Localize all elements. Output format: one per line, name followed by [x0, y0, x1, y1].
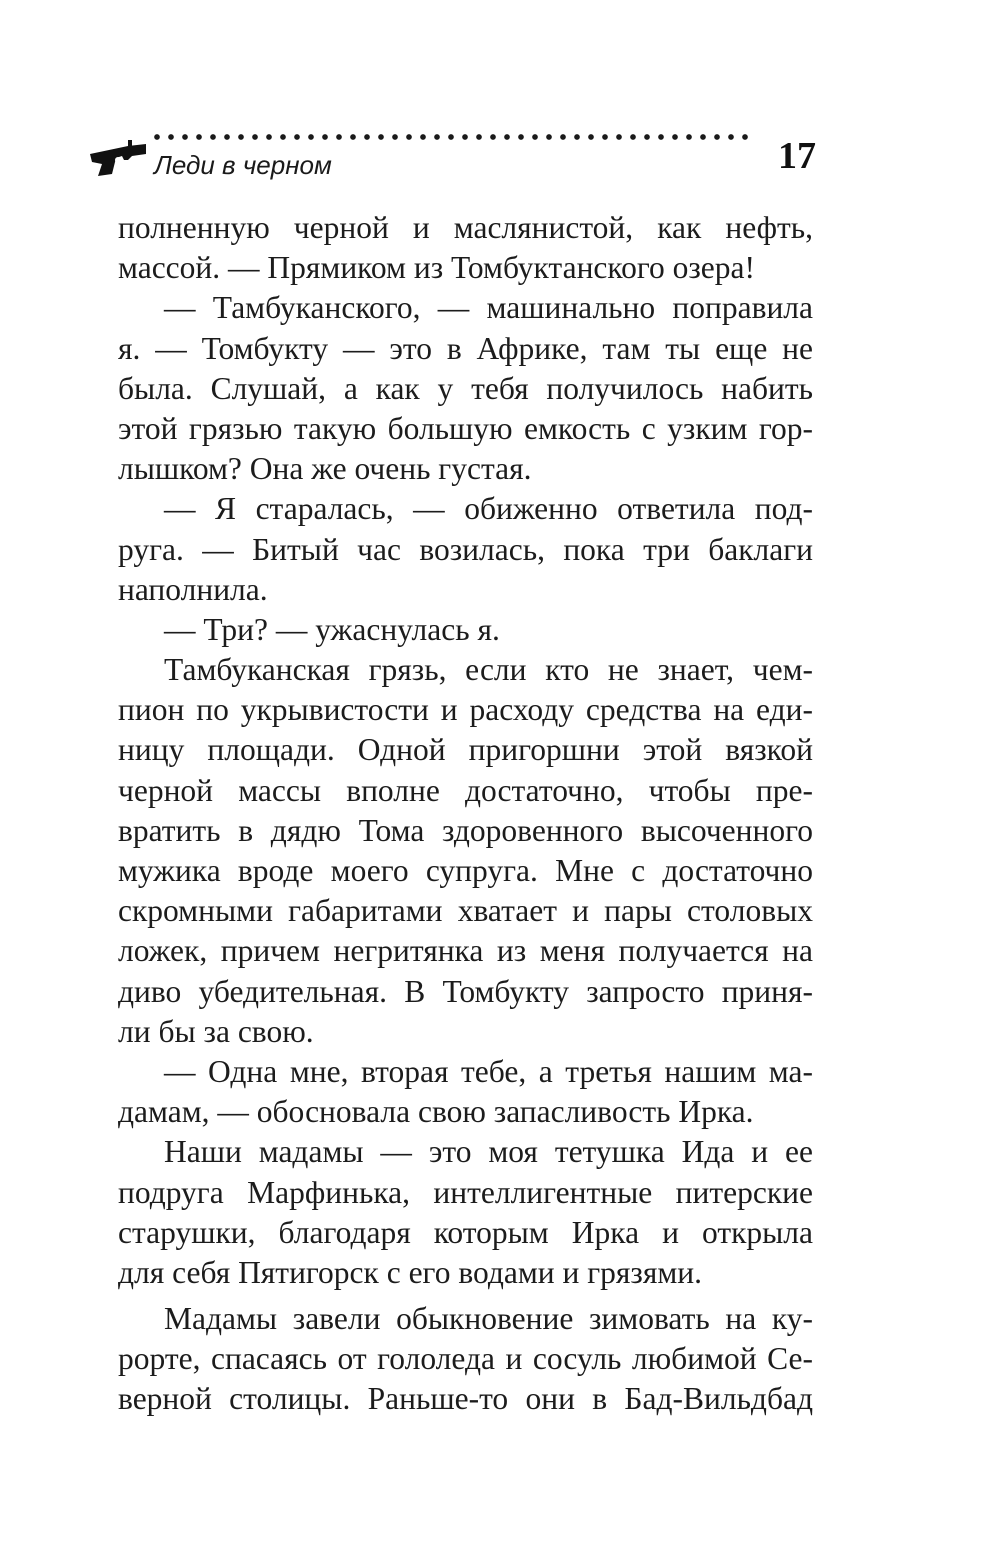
text-line: — Три? — ужаснулась я. — [164, 611, 500, 647]
text-line: ложек, причем негритянка из меня получается на — [118, 933, 813, 969]
text-line: пион по укрывистости и расходу средства на еди- — [118, 692, 813, 728]
text-line: черной массы вполне достаточно, чтобы пре- — [118, 772, 813, 808]
text-line: верной столицы. Раньше-то они в Бад-Вильдбад — [118, 1381, 813, 1417]
text-line: — Одна мне, вторая тебе, а третья нашим ма- — [164, 1053, 813, 1089]
header-dotted-rule — [150, 132, 750, 142]
body-text — [118, 208, 813, 1420]
text-line: массой. — Прямиком из Томбуктанского озера! — [118, 250, 756, 286]
text-line: руга. — Битый час возилась, пока три баклаги — [118, 531, 813, 567]
text-line: лышком? Она же очень густая. — [118, 451, 532, 487]
text-line: вратить в дядю Тома здоровенного высоченного — [118, 812, 813, 848]
text-line: Наши мадамы — это моя тетушка Ида и ее — [164, 1134, 813, 1170]
text-line: была. Слушай, а как у тебя получилось набить — [118, 370, 813, 406]
text-line: полненную черной и маслянистой, как нефть, — [118, 210, 813, 245]
text-line: диво убедительная. В Томбукту запросто приня- — [118, 973, 813, 1009]
text-line: Мадамы завели обыкновение зимовать на ку- — [164, 1301, 813, 1337]
text-line: старушки, благодаря которым Ирка и открыла — [118, 1214, 813, 1250]
text-line: скромными габаритами хватает и пары столовых — [118, 893, 813, 929]
text-line: наполнила. — [118, 571, 268, 607]
text-line: дамам, — обосновала свою запасливость Ирка. — [118, 1094, 754, 1130]
text-line: я. — Томбукту — это в Африке, там ты еще не — [118, 330, 813, 366]
running-title: Леди в черном — [154, 150, 332, 180]
text-line: рорте, спасаясь от гололеда и сосуль любимой Се- — [118, 1341, 813, 1377]
text-line: этой грязью такую большую емкость с узким гор- — [118, 410, 813, 446]
revolver-icon — [88, 134, 148, 178]
text-line: подруга Марфинька, интеллигентные питерские — [118, 1174, 813, 1210]
text-line: мужика вроде моего супруга. Мне с достаточно — [118, 853, 813, 888]
page-header — [88, 128, 820, 188]
page-number: 17 — [778, 135, 816, 177]
text-line: Тамбуканская грязь, если кто не знает, чем- — [164, 652, 813, 688]
text-line: — Я старалась, — обиженно ответила под- — [164, 491, 813, 527]
text-line: для себя Пятигорск с его водами и грязями. — [118, 1254, 702, 1290]
text-line: ницу площади. Одной пригоршни этой вязкой — [118, 732, 813, 768]
text-line: ли бы за свою. — [118, 1013, 314, 1049]
text-line: — Тамбуканского, — машинально поправила — [164, 290, 813, 326]
